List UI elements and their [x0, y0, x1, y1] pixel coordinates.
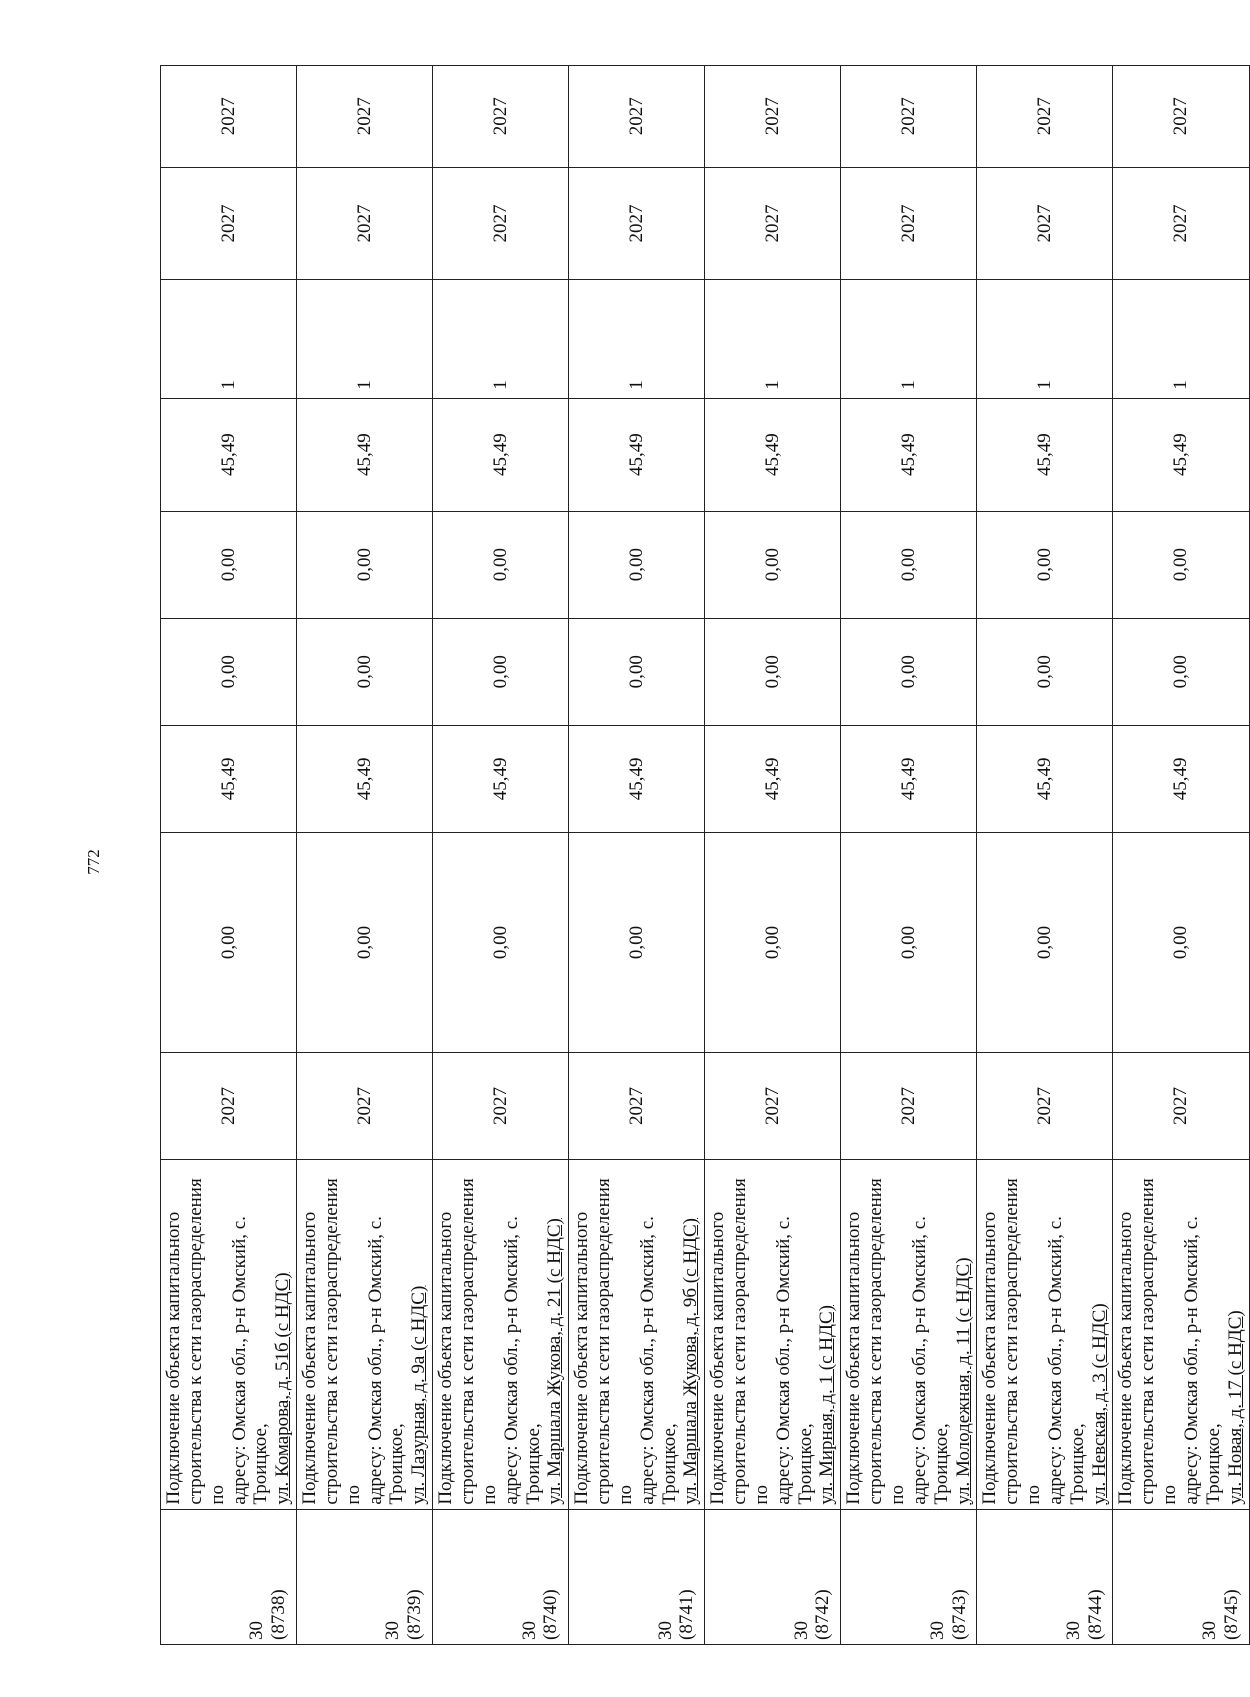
description-line: Подключение объекта капитального	[1115, 1211, 1137, 1505]
description-line: ул. Новая, д. 17 (с НДС)	[1224, 1310, 1246, 1505]
description-line: адресу: Омская обл., р-н Омский, с. Троицкое,	[636, 1216, 680, 1505]
description-line: ул. Комарова, д. 51б (с НДС)	[272, 1272, 294, 1505]
table-row	[841, 66, 977, 1645]
value-4-cell: 0,00	[705, 511, 841, 618]
year-a-cell: 2027	[161, 167, 297, 280]
description-line: строительства к сети газораспределения по	[184, 1178, 228, 1505]
row-number: 30	[518, 1621, 540, 1640]
year-b-cell: 2027	[841, 66, 977, 168]
description-line: ул. Невская, д. 3 (с НДС)	[1088, 1303, 1110, 1505]
row-description	[297, 1160, 433, 1510]
row-code: (8741)	[676, 1589, 698, 1640]
description-line: Подключение объекта капитального	[163, 1211, 184, 1505]
value-3-cell: 0,00	[977, 618, 1113, 725]
description-line: ул. Маршала Жукова, д. 9б (с НДС)	[680, 1218, 702, 1505]
description-line: Подключение объекта капитального	[435, 1211, 457, 1505]
table-row	[433, 66, 569, 1645]
year-start-cell: 2027	[433, 1052, 569, 1159]
year-start-cell: 2027	[705, 1052, 841, 1159]
value-2-cell: 45,49	[977, 725, 1113, 832]
value-4-cell: 0,00	[977, 511, 1113, 618]
quantity-cell: 1	[569, 280, 705, 398]
description-line: ул. Лазурная, д. 9а (с НДС)	[408, 1285, 430, 1505]
value-5-cell: 45,49	[297, 398, 433, 511]
value-1-cell: 0,00	[705, 832, 841, 1052]
description-line: ул. Маршала Жукова, д. 21 (с НДС)	[544, 1218, 566, 1505]
investment-table-rotated	[160, 65, 1246, 1645]
value-2-cell: 45,49	[841, 725, 977, 832]
value-4-cell: 0,00	[569, 511, 705, 618]
row-code: (8740)	[540, 1589, 562, 1640]
year-start-cell: 2027	[161, 1052, 297, 1159]
year-a-cell: 2027	[569, 167, 705, 280]
value-1-cell: 0,00	[1113, 832, 1249, 1052]
value-3-cell: 0,00	[297, 618, 433, 725]
value-5-cell: 45,49	[705, 398, 841, 511]
table-row	[705, 66, 841, 1645]
year-b-cell: 2027	[161, 66, 297, 168]
year-b-cell: 2027	[977, 66, 1113, 168]
description-line: адресу: Омская обл., р-н Омский, с. Троицкое,	[1044, 1216, 1088, 1505]
value-2-cell: 45,49	[1113, 725, 1249, 832]
value-3-cell: 0,00	[433, 618, 569, 725]
description-line: строительства к сети газораспределения по	[1137, 1178, 1181, 1505]
table-row	[161, 66, 297, 1645]
description-line: адресу: Омская обл., р-н Омский, с. Троицкое,	[500, 1216, 544, 1505]
row-number-cell	[977, 1509, 1113, 1644]
value-1-cell: 0,00	[841, 832, 977, 1052]
year-b-cell: 2027	[433, 66, 569, 168]
year-b-cell: 2027	[705, 66, 841, 168]
description-line: ул. Молодежная, д. 11 (с НДС)	[952, 1257, 974, 1505]
year-start-cell: 2027	[297, 1052, 433, 1159]
year-a-cell: 2027	[433, 167, 569, 280]
value-4-cell: 0,00	[841, 511, 977, 618]
value-3-cell: 0,00	[569, 618, 705, 725]
row-number-cell	[297, 1509, 433, 1644]
table-row	[977, 66, 1113, 1645]
value-3-cell: 0,00	[841, 618, 977, 725]
quantity-cell: 1	[433, 280, 569, 398]
row-code: (8744)	[1084, 1589, 1106, 1640]
page-number: 772	[84, 849, 103, 875]
year-start-cell: 2027	[1113, 1052, 1249, 1159]
value-5-cell: 45,49	[161, 398, 297, 511]
row-number: 30	[382, 1621, 404, 1640]
table-row	[1113, 66, 1249, 1645]
row-number-cell	[841, 1509, 977, 1644]
quantity-cell: 1	[161, 280, 297, 398]
row-number-cell	[705, 1509, 841, 1644]
quantity-cell: 1	[297, 280, 433, 398]
year-a-cell: 2027	[1113, 167, 1249, 280]
value-5-cell: 45,49	[569, 398, 705, 511]
description-line: Подключение объекта капитального	[299, 1211, 321, 1505]
value-2-cell: 45,49	[297, 725, 433, 832]
row-number-cell	[1113, 1509, 1249, 1644]
description-line: строительства к сети газораспределения по	[320, 1178, 364, 1505]
quantity-cell: 1	[1113, 280, 1249, 398]
value-5-cell: 45,49	[1113, 398, 1249, 511]
year-start-cell: 2027	[569, 1052, 705, 1159]
description-line: адресу: Омская обл., р-н Омский, с. Троицкое,	[364, 1216, 408, 1505]
row-number: 30	[1198, 1621, 1220, 1640]
value-4-cell: 0,00	[433, 511, 569, 618]
description-line: Подключение объекта капитального	[979, 1211, 1001, 1505]
value-2-cell: 45,49	[161, 725, 297, 832]
row-description	[841, 1160, 977, 1510]
row-description	[705, 1160, 841, 1510]
description-line: строительства к сети газораспределения по	[865, 1178, 908, 1505]
description-line: строительства к сети газораспределения по	[593, 1178, 636, 1505]
year-a-cell: 2027	[705, 167, 841, 280]
row-number: 30	[790, 1621, 812, 1640]
year-a-cell: 2027	[841, 167, 977, 280]
value-1-cell: 0,00	[161, 832, 297, 1052]
row-number: 30	[926, 1621, 948, 1640]
year-b-cell: 2027	[1113, 66, 1249, 168]
year-b-cell: 2027	[569, 66, 705, 168]
value-3-cell: 0,00	[1113, 618, 1249, 725]
description-line: адресу: Омская обл., р-н Омский, с. Троицкое,	[228, 1216, 272, 1505]
value-4-cell: 0,00	[297, 511, 433, 618]
year-b-cell: 2027	[297, 66, 433, 168]
row-number-cell	[161, 1509, 297, 1644]
year-start-cell: 2027	[841, 1052, 977, 1159]
description-line: строительства к сети газораспределения по	[729, 1178, 772, 1505]
row-description	[977, 1160, 1113, 1510]
row-description	[161, 1160, 297, 1510]
description-line: Подключение объекта капитального	[571, 1211, 593, 1505]
row-code: (8739)	[404, 1589, 426, 1640]
description-line: ул. Мирная, д. 1 (с НДС)	[816, 1305, 838, 1505]
description-line: адресу: Омская обл., р-н Омский, с. Троицкое,	[1180, 1216, 1224, 1505]
description-line: строительства к сети газораспределения по	[1001, 1178, 1045, 1505]
table-row	[569, 66, 705, 1645]
table-body	[161, 66, 1250, 1645]
quantity-cell: 1	[977, 280, 1113, 398]
description-line: адресу: Омская обл., р-н Омский, с. Троицкое,	[772, 1216, 816, 1505]
value-1-cell: 0,00	[569, 832, 705, 1052]
row-number: 30	[654, 1621, 676, 1640]
value-5-cell: 45,49	[841, 398, 977, 511]
value-1-cell: 0,00	[433, 832, 569, 1052]
value-1-cell: 0,00	[297, 832, 433, 1052]
value-2-cell: 45,49	[705, 725, 841, 832]
year-start-cell: 2027	[977, 1052, 1113, 1159]
value-1-cell: 0,00	[977, 832, 1113, 1052]
year-a-cell: 2027	[977, 167, 1113, 280]
row-number: 30	[246, 1621, 268, 1640]
row-number: 30	[1062, 1621, 1084, 1640]
value-4-cell: 0,00	[161, 511, 297, 618]
row-code: (8738)	[268, 1589, 290, 1640]
table-row	[297, 66, 433, 1645]
row-number-cell	[569, 1509, 705, 1644]
row-number-cell	[433, 1509, 569, 1644]
value-5-cell: 45,49	[977, 398, 1113, 511]
value-3-cell: 0,00	[705, 618, 841, 725]
row-description	[569, 1160, 705, 1510]
value-3-cell: 0,00	[161, 618, 297, 725]
quantity-cell: 1	[841, 280, 977, 398]
row-code: (8742)	[812, 1589, 834, 1640]
description-line: Подключение объекта капитального	[843, 1211, 865, 1505]
description-line: Подключение объекта капитального	[707, 1211, 729, 1505]
description-line: адресу: Омская обл., р-н Омский, с. Троицкое,	[908, 1216, 952, 1505]
year-a-cell: 2027	[297, 167, 433, 280]
description-line: строительства к сети газораспределения по	[456, 1178, 500, 1505]
row-description	[433, 1160, 569, 1510]
row-code: (8743)	[948, 1589, 970, 1640]
value-4-cell: 0,00	[1113, 511, 1249, 618]
row-description	[1113, 1160, 1249, 1510]
investment-table	[160, 65, 1250, 1645]
value-2-cell: 45,49	[569, 725, 705, 832]
value-5-cell: 45,49	[433, 398, 569, 511]
row-code: (8745)	[1220, 1589, 1242, 1640]
value-2-cell: 45,49	[433, 725, 569, 832]
quantity-cell: 1	[705, 280, 841, 398]
